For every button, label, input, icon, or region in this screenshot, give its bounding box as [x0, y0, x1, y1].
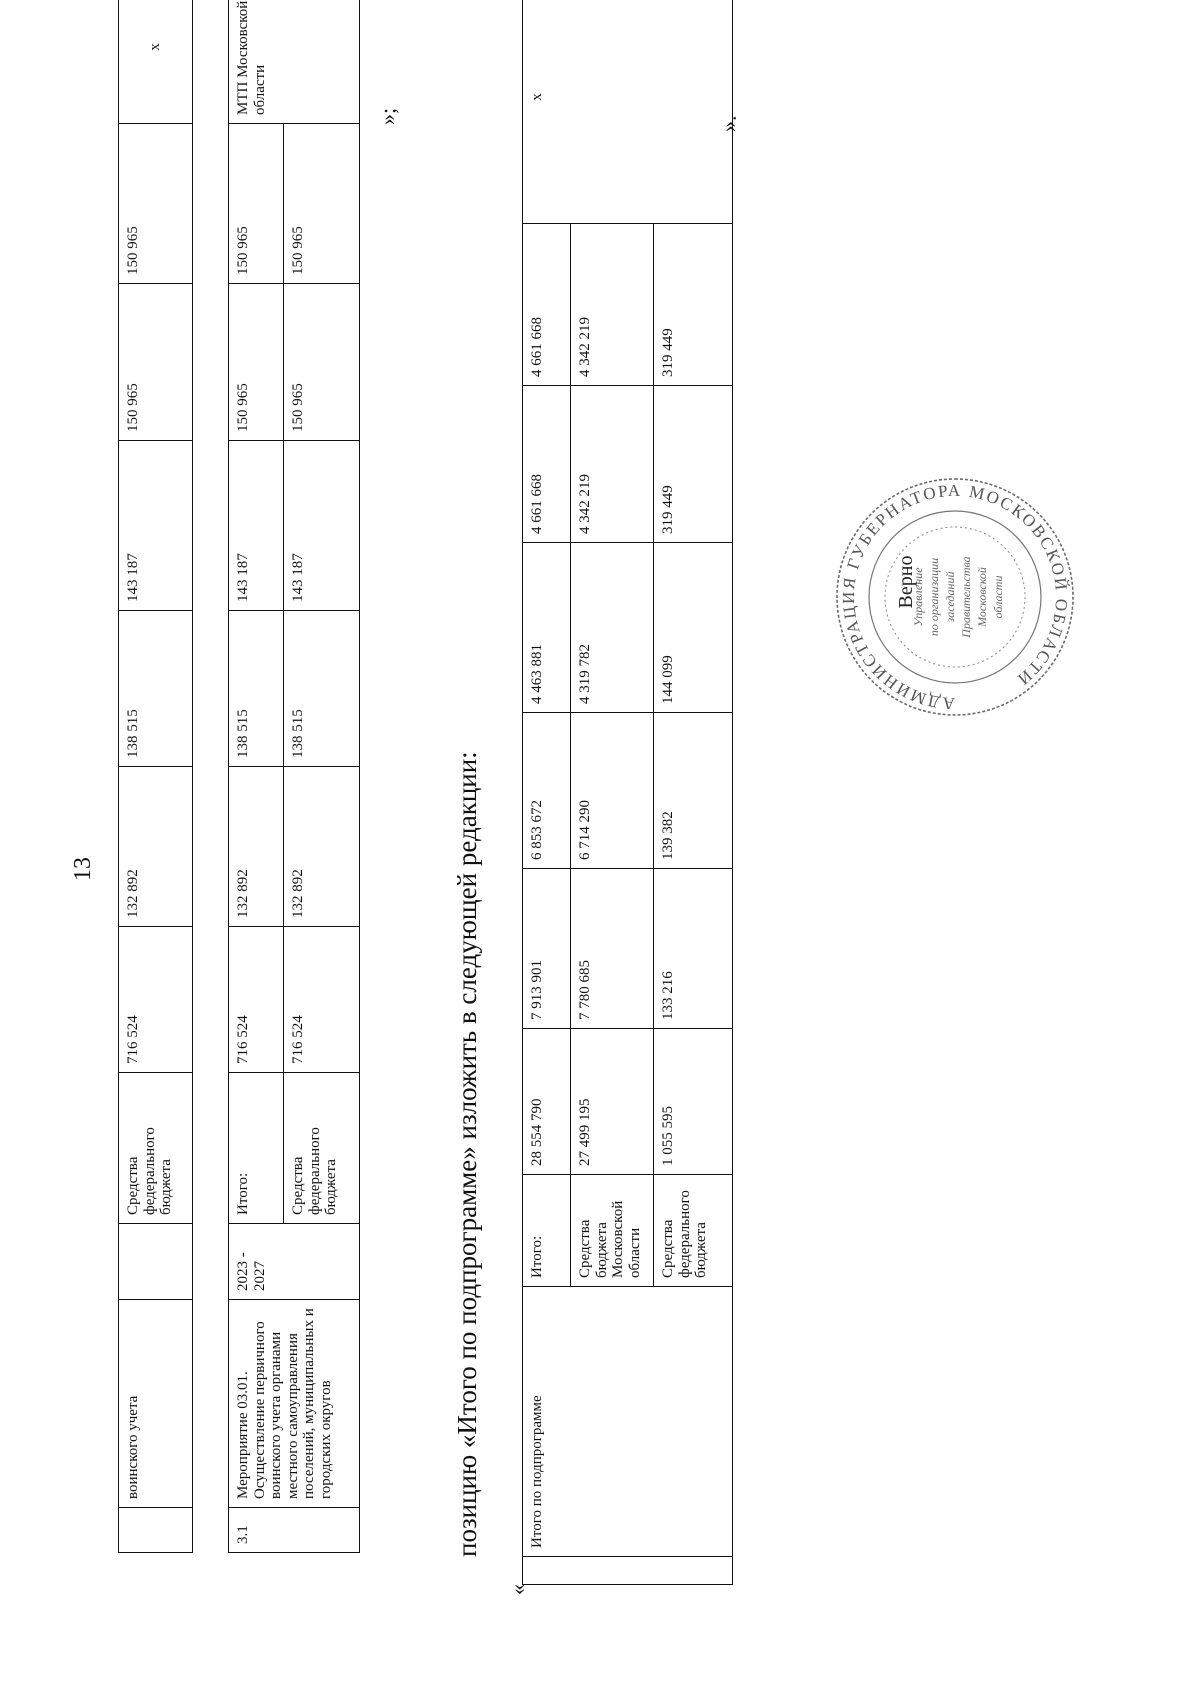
left-spacer-cell [523, 1557, 733, 1585]
source-cell: Средства федерального бюджета [119, 1073, 193, 1224]
value-cell: 6 714 290 [571, 713, 654, 869]
stamp-inner-line: заседаний [943, 571, 957, 623]
table-row [229, 0, 284, 1553]
value-cell: 132 892 [229, 767, 284, 927]
value-cell: 4 661 668 [523, 386, 571, 543]
value-cell: 4 319 782 [571, 543, 654, 713]
stamp-inner-line: области [991, 575, 1005, 619]
value-cell: 716 524 [119, 927, 193, 1073]
stamp-inner-line: Правительства [959, 556, 973, 638]
value-cell: 150 965 [119, 124, 193, 284]
value-cell: 716 524 [284, 927, 360, 1073]
value-cell: 150 965 [284, 284, 360, 441]
value-cell: 4 661 668 [523, 224, 571, 386]
certification-stamp [830, 472, 1080, 722]
stamp-inner-line: Управление [911, 567, 925, 627]
measure-name-cell: Мероприятие 03.01. Осуществление первичного воинского учета органами местного самоуправления поселений, муниципальных и городских округов [229, 1300, 360, 1508]
value-cell: 27 499 195 [571, 1029, 654, 1175]
table-row [119, 0, 193, 1553]
value-cell: 144 099 [654, 543, 733, 713]
measure-number-cell: 3.1 [229, 1508, 360, 1553]
value-cell: 150 965 [284, 124, 360, 284]
value-cell: 138 515 [229, 611, 284, 767]
executor-cell: х [119, 0, 193, 124]
value-cell: 139 382 [654, 713, 733, 869]
value-cell: 133 216 [654, 869, 733, 1029]
value-cell: 4 342 219 [571, 386, 654, 543]
years-cell [119, 1224, 193, 1300]
stamp-mark-text: Верно [895, 555, 917, 609]
subprogram-name-cell: Итого по подпрограмме [523, 1287, 733, 1557]
opening-quote: « [505, 1584, 530, 1595]
value-cell: 7 913 901 [523, 869, 571, 1029]
value-cell: 143 187 [284, 441, 360, 611]
source-cell: Средства федерального бюджета [654, 1175, 733, 1287]
table-row [523, 0, 571, 1585]
value-cell: 716 524 [229, 927, 284, 1073]
stamp-inner-line: по организации [927, 557, 941, 637]
value-cell: 319 449 [654, 224, 733, 386]
value-cell: 4 463 881 [523, 543, 571, 713]
page-number: 13 [70, 857, 96, 881]
value-cell: 143 187 [119, 441, 193, 611]
stamp-outer-text: АДМИНИСТРАЦИЯ ГУБЕРНАТОРА МОСКОВСКОЙ ОБЛАСТИ [838, 480, 1072, 714]
source-cell: Средства бюджета Московской области [571, 1175, 654, 1287]
source-cell: Итого: [229, 1073, 284, 1224]
closing-quote-1: »; [375, 107, 400, 125]
value-cell: 138 515 [119, 611, 193, 767]
row-number-cell [119, 1508, 193, 1553]
table-measure-3-1 [228, 0, 360, 1553]
value-cell: 150 965 [229, 124, 284, 284]
instruction-heading: позицию «Итого по подпрограмме» изложить в следующей редакции: [452, 751, 482, 1557]
value-cell: 28 554 790 [523, 1029, 571, 1175]
value-cell: 6 853 672 [523, 713, 571, 869]
closing-quote-2: ». [716, 115, 741, 132]
value-cell: 138 515 [284, 611, 360, 767]
value-cell: 150 965 [119, 284, 193, 441]
value-cell: 319 449 [654, 386, 733, 543]
executor-cell: МТП Московской области [229, 0, 360, 124]
value-cell: 132 892 [119, 767, 193, 927]
value-cell: 150 965 [229, 284, 284, 441]
name-cell: воинского учета [119, 1300, 193, 1508]
table-top [118, 0, 193, 1553]
source-cell: Итого: [523, 1175, 571, 1287]
source-cell: Средства федерального бюджета [284, 1073, 360, 1224]
stamp-inner-line: Московской [975, 567, 989, 627]
executor-cell: х [523, 0, 733, 224]
value-cell: 7 780 685 [571, 869, 654, 1029]
value-cell: 4 342 219 [571, 224, 654, 386]
table-subprogram-total [522, 0, 733, 1585]
value-cell: 1 055 595 [654, 1029, 733, 1175]
measure-years-cell: 2023 - 2027 [229, 1224, 360, 1300]
value-cell: 132 892 [284, 767, 360, 927]
value-cell: 143 187 [229, 441, 284, 611]
